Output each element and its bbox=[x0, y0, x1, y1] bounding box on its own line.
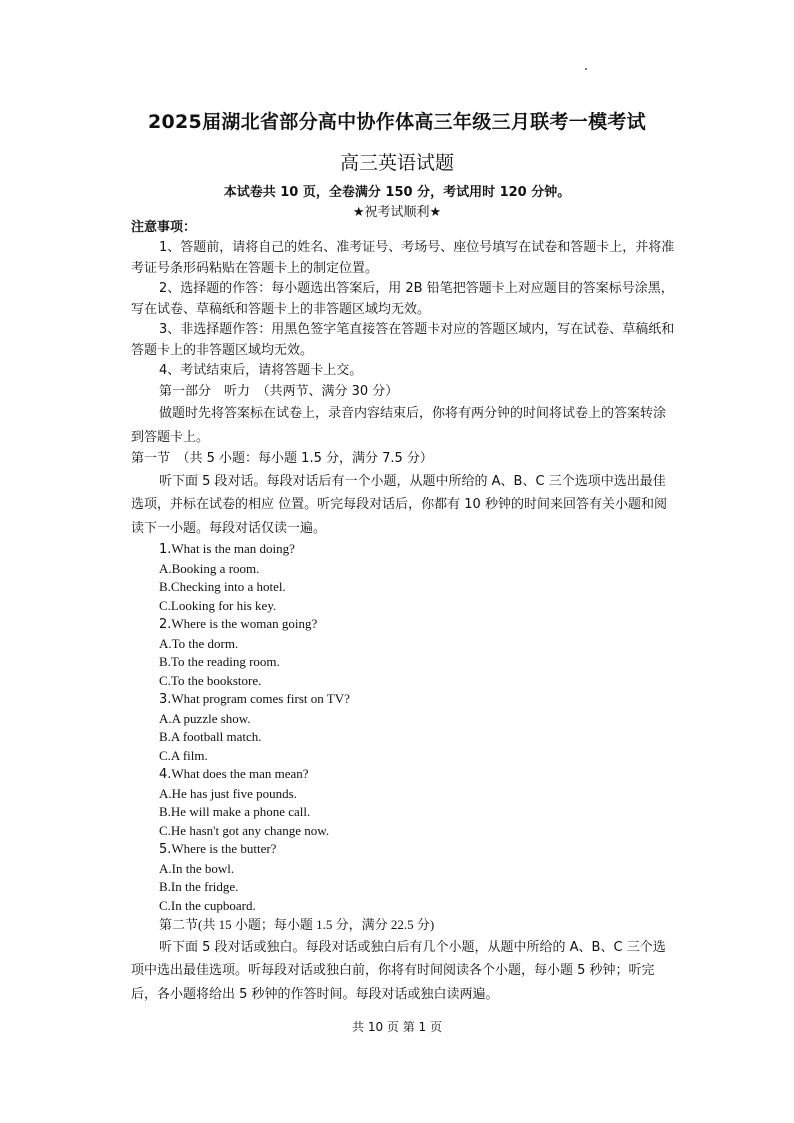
question-stem bbox=[159, 840, 676, 860]
question-text: Where is the woman going? bbox=[171, 616, 318, 631]
question-number: 1. bbox=[159, 542, 172, 557]
question-text: What program comes first on TV? bbox=[171, 691, 350, 706]
option-b: B.To the reading room. bbox=[159, 654, 280, 669]
notice-item: 1、答题前，请将自己的姓名、准考证号、考场号、座位号填写在试卷和答题卡上，并将准考证号条形码粘贴在答题卡上的制定位置。 bbox=[131, 240, 675, 276]
question-4 bbox=[159, 765, 676, 840]
question-2 bbox=[159, 615, 676, 690]
option-c: C.Looking for his key. bbox=[159, 597, 277, 613]
question-text: What does the man mean? bbox=[171, 766, 309, 781]
option-b: B.A football match. bbox=[159, 729, 262, 744]
question-number: 4. bbox=[159, 767, 172, 782]
question-3 bbox=[159, 690, 676, 765]
page-footer: 共 10 页 第 1 页 bbox=[352, 1020, 442, 1034]
question-text: Where is the butter? bbox=[171, 841, 277, 856]
question-list bbox=[131, 540, 676, 915]
option-a: A.He has just five pounds. bbox=[159, 785, 297, 801]
exam-subtitle: 高三英语试题 bbox=[339, 152, 454, 174]
option-a: A.Booking a room. bbox=[159, 560, 260, 576]
section2-heading: 第二节(共 15 小题；每小题 1.5 分，满分 22.5 分) bbox=[159, 917, 435, 932]
option-b: B.In the fridge. bbox=[159, 879, 239, 894]
exam-info: 本试卷共 10 页，全卷满分 150 分，考试用时 120 分钟。 bbox=[223, 185, 571, 200]
option-b: B.Checking into a hotel. bbox=[159, 579, 286, 594]
option-c: C.A film. bbox=[159, 747, 208, 763]
notice-item: 2、选择题的作答：每小题选出答案后，用 2B 铅笔把答题卡上对应题目的答案标号涂黑，写在试卷、草稿纸和答题卡上的非答题区域均无效。 bbox=[131, 281, 674, 317]
section2-instruction: 听下面 5 段对话或独白。每段对话或独白后有几个小题，从题中所给的 A、B、C 三个选项中选出最佳选项。听每段对话或独白前，你将有时间阅读各个小题，每小题 5 秒钟；听完后，各小题将给出 5 秒钟的作答时间。每段对话或独白读两遍。 bbox=[131, 939, 666, 1002]
section1-heading: 第一节 （共 5 小题：每小题 1.5 分，满分 7.5 分） bbox=[131, 451, 433, 466]
notice-item: 4、考试结束后，请将答题卡上交。 bbox=[159, 363, 363, 378]
exam-title: 2025届湖北省部分高中协作体高三年级三月联考一模考试 bbox=[148, 111, 646, 133]
good-luck-line: ★祝考试顺利★ bbox=[352, 205, 442, 220]
speck-mark bbox=[585, 68, 587, 70]
question-5 bbox=[159, 840, 676, 915]
option-a: A.A puzzle show. bbox=[159, 710, 251, 726]
question-text: What is the man doing? bbox=[171, 541, 295, 556]
part1-instruction: 做题时先将答案标在试卷上，录音内容结束后，你将有两分钟的时间将试卷上的答案转涂到答题卡上。 bbox=[131, 406, 667, 445]
section1-instruction: 听下面 5 段对话。每段对话后有一个小题，从题中所给的 A、B、C 三个选项中选出最佳选项，并标在试卷的相应 位置。听完每段对话后，你都有 10 秒钟的时间来回答有关小题和阅读下一小题。每段对话仅读一遍。 bbox=[131, 473, 667, 536]
question-stem bbox=[159, 615, 676, 635]
option-c: C.In the cupboard. bbox=[159, 897, 256, 913]
option-c: C.He hasn't got any change now. bbox=[159, 822, 330, 838]
question-number: 3. bbox=[159, 692, 172, 707]
question-stem bbox=[159, 690, 676, 710]
option-a: A.In the bowl. bbox=[159, 860, 235, 876]
option-a: A.To the dorm. bbox=[159, 635, 239, 651]
notice-item: 3、非选择题作答：用黑色签字笔直接答在答题卡对应的答题区域内，写在试卷、草稿纸和答题卡上的非答题区域均无效。 bbox=[131, 322, 675, 358]
exam-body bbox=[131, 218, 676, 1006]
question-number: 5. bbox=[159, 842, 172, 857]
option-c: C.To the bookstore. bbox=[159, 672, 262, 688]
question-stem bbox=[159, 540, 676, 560]
question-1 bbox=[159, 540, 676, 615]
option-b: B.He will make a phone call. bbox=[159, 804, 311, 819]
question-stem bbox=[159, 765, 676, 785]
notice-heading: 注意事项： bbox=[131, 220, 197, 235]
part1-heading: 第一部分 听力 （共两节、满分 30 分） bbox=[159, 383, 399, 399]
question-number: 2. bbox=[159, 617, 172, 632]
